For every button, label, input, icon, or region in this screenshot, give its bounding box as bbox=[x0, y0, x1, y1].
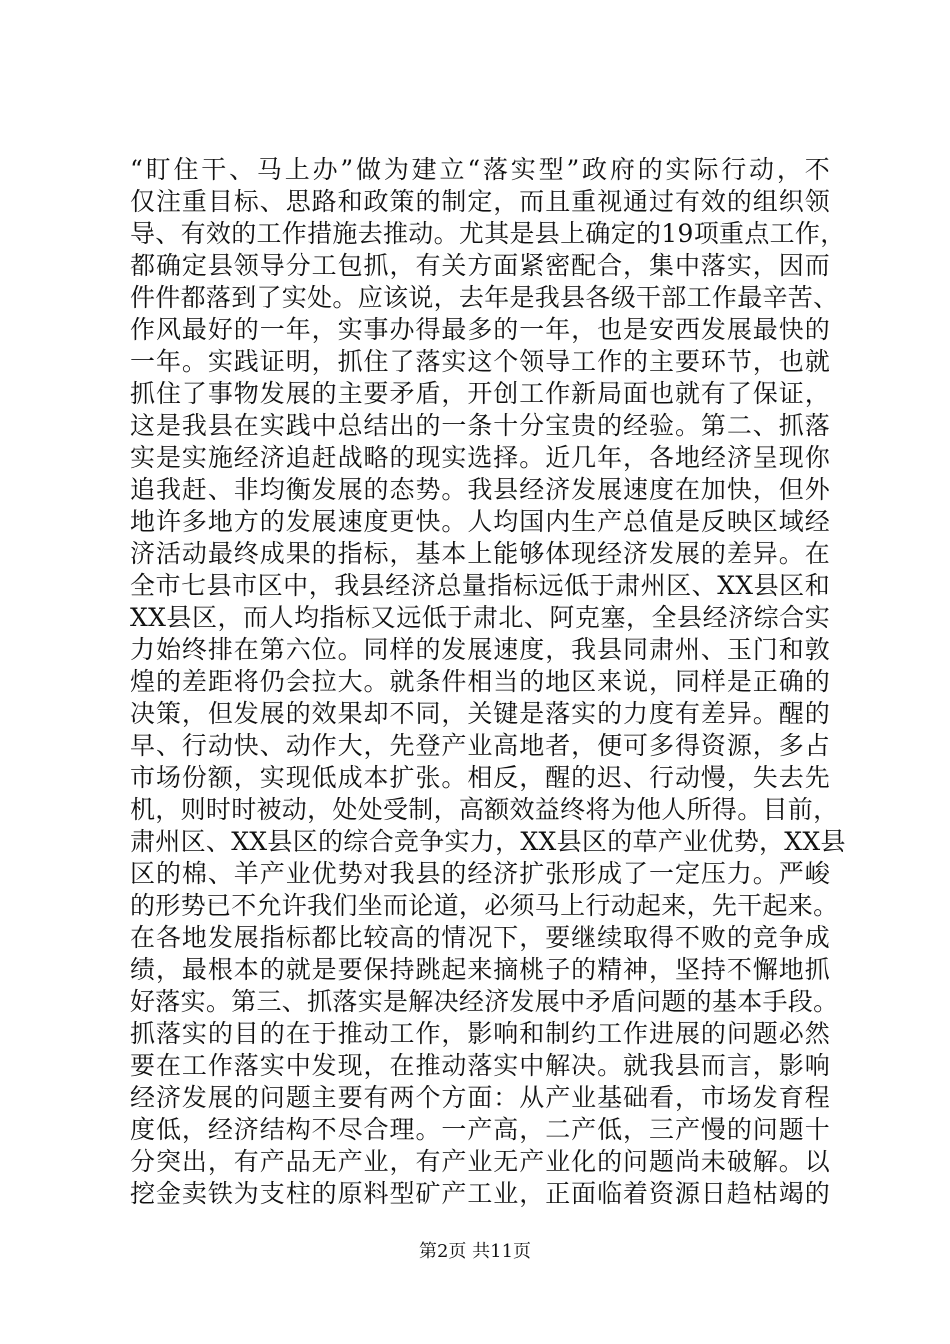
text-line: XX县区，而人均指标又远低于肃北、阿克塞，全县经济综合实 bbox=[130, 603, 830, 632]
text-line: 早、行动快、动作大，先登产业高地者，便可多得资源，多占 bbox=[130, 731, 830, 760]
text-line: 一年。实践证明，抓住了落实这个领导工作的主要环节，也就 bbox=[130, 347, 830, 376]
text-line: 要在工作落实中发现，在推动落实中解决。就我县而言，影响 bbox=[130, 1051, 830, 1080]
text-line: 追我赶、非均衡发展的态势。我县经济发展速度在加快，但外 bbox=[130, 475, 830, 504]
text-line: 件件都落到了实处。应该说，去年是我县各级干部工作最辛苦、 bbox=[130, 283, 839, 312]
body-text bbox=[130, 154, 846, 1210]
text-line: 导、有效的工作措施去推动。尤其是县上确定的19项重点工作， bbox=[130, 219, 846, 248]
text-line: 机，则时时被动，处处受制，高额效益终将为他人所得。目前， bbox=[130, 795, 839, 824]
text-line: 煌的差距将仍会拉大。就条件相当的地区来说，同样是正确的 bbox=[130, 667, 830, 696]
text-line: 肃州区、XX县区的综合竞争实力，XX县区的草产业优势，XX县 bbox=[130, 827, 846, 856]
text-line: 的形势已不允许我们坐而论道，必须马上行动起来，先干起来。 bbox=[130, 891, 839, 920]
text-line: 抓落实的目的在于推动工作，影响和制约工作进展的问题必然 bbox=[130, 1019, 830, 1048]
text-line: 力始终排在第六位。同样的发展速度，我县同肃州、玉门和敦 bbox=[130, 635, 830, 664]
text-line: 仅注重目标、思路和政策的制定，而且重视通过有效的组织领 bbox=[130, 187, 830, 216]
text-line: 决策，但发展的效果却不同，关键是落实的力度有差异。醒的 bbox=[130, 699, 830, 728]
text-line: 好落实。第三、抓落实是解决经济发展中矛盾问题的基本手段。 bbox=[130, 987, 839, 1016]
page-footer bbox=[0, 1241, 950, 1263]
text-line: 济活动最终成果的指标，基本上能够体现经济发展的差异。在 bbox=[130, 539, 830, 568]
text-line: 经济发展的问题主要有两个方面：从产业基础看，市场发育程 bbox=[130, 1083, 830, 1112]
text-line: 这是我县在实践中总结出的一条十分宝贵的经验。第二、抓落 bbox=[130, 411, 830, 440]
text-line: 挖金卖铁为支柱的原料型矿产工业，正面临着资源日趋枯竭的 bbox=[130, 1179, 830, 1208]
text-line: 作风最好的一年，实事办得最多的一年，也是安西发展最快的 bbox=[130, 315, 830, 344]
text-line: 市场份额，实现低成本扩张。相反，醒的迟、行动慢，失去先 bbox=[130, 763, 830, 792]
text-line: 区的棉、羊产业优势对我县的经济扩张形成了一定压力。严峻 bbox=[130, 859, 830, 888]
text-line: 都确定县领导分工包抓，有关方面紧密配合，集中落实，因而 bbox=[130, 251, 830, 280]
page-indicator: 第2页 共11页 bbox=[418, 1241, 532, 1262]
text-line: 在各地发展指标都比较高的情况下，要继续取得不败的竞争成 bbox=[130, 923, 830, 952]
text-line: 全市七县市区中，我县经济总量指标远低于肃州区、XX县区和 bbox=[130, 571, 830, 600]
text-line: 抓住了事物发展的主要矛盾，开创工作新局面也就有了保证， bbox=[130, 379, 830, 408]
text-line: 地许多地方的发展速度更快。人均国内生产总值是反映区域经 bbox=[130, 507, 830, 536]
text-line: 分突出，有产品无产业，有产业无产业化的问题尚未破解。以 bbox=[130, 1147, 830, 1176]
text-line: 度低，经济结构不尽合理。一产高，二产低，三产慢的问题十 bbox=[130, 1115, 830, 1144]
text-line: 绩，最根本的就是要保持跳起来摘桃子的精神，坚持不懈地抓 bbox=[130, 955, 830, 984]
text-line: 实是实施经济追赶战略的现实选择。近几年，各地经济呈现你 bbox=[130, 443, 830, 472]
text-line: “盯住干、马上办”做为建立“落实型”政府的实际行动，不 bbox=[130, 155, 830, 184]
